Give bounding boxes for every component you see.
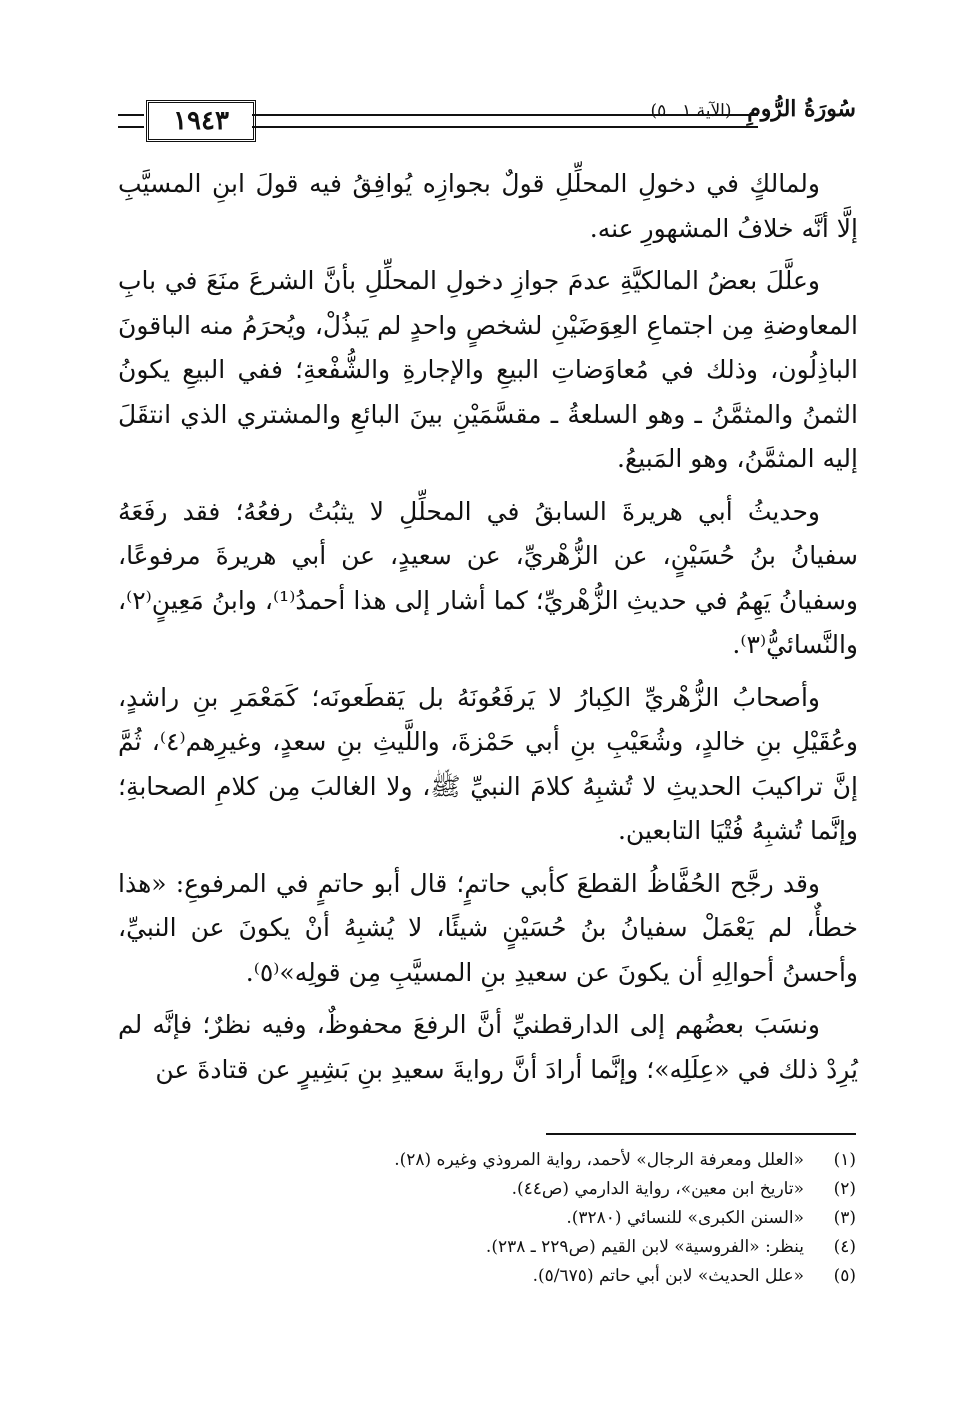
footnote — [116, 1204, 856, 1233]
footnote-text: «علل الحديث» لابن أبي حاتم (٥/٦٧٥). — [532, 1266, 804, 1286]
ayah-range: (الآية ١ ـ ٥) — [650, 101, 732, 121]
footnote-text: «السنن الكبرى» للنسائي (٣٢٨٠). — [566, 1208, 804, 1228]
surah-name: سُورَةُ الرُّومِ — [747, 96, 856, 122]
running-title — [650, 96, 856, 122]
paragraph: ونسَبَ بعضُهم إلى الدارقطنيِّ أنَّ الرفعَ محفوظٌ، وفيه نظرٌ؛ فإنَّه لم يُرِدْ ذلك في «عِلَلِه»؛ وإنَّما أرادَ أنَّ روايةَ سعيدِ بنِ بَشِيرٍ عن قتادةَ عن — [118, 1010, 858, 1084]
footnote-text: «العلل ومعرفة الرجال» لأحمد، رواية المروذي وغيره (٢٨). — [394, 1150, 804, 1170]
page-header — [118, 96, 856, 142]
footnote-number: (٢) — [833, 1179, 856, 1199]
paragraph: وحديثُ أبي هريرةَ السابقُ في المحلِّلِ لا يثبُتُ رفعُهُ؛ فقد رفَعَهُ سفيانُ بنُ حُسَيْنٍ، عن الزُّهْريِّ، عن سعيدٍ، عن أبي هريرةَ مرفوعًا، وسفيانُ يَهِمُ في حديثِ الزُّهْريِّ؛ كما أشار إلى هذا أحمدُ⁽¹⁾، وابنُ مَعِينٍ⁽٢⁾، والنَّسائيُّ⁽٣⁾. — [118, 496, 859, 659]
footnote-text: «تاريخ ابن معين»، رواية الدارمي (ص٤٤). — [511, 1179, 804, 1199]
footnote-number: (١) — [833, 1150, 856, 1170]
footnote-number: (٤) — [833, 1237, 856, 1257]
footnote — [116, 1175, 856, 1204]
header-rule-left — [118, 114, 144, 128]
main-text — [118, 162, 858, 1100]
footnotes — [116, 1146, 856, 1291]
footnote — [116, 1146, 856, 1175]
footnote — [116, 1262, 856, 1291]
paragraph: ولمالكٍ في دخولِ المحلِّلِ قولٌ بجوازِه يُوافِقُ فيه قولَ ابنِ المسيَّبِ إلَّا أنَّه خلافُ المشهورِ عنه. — [118, 169, 858, 243]
footnote-separator — [546, 1133, 856, 1135]
paragraph: وقد رجَّح الحُفَّاظُ القطعَ كأبي حاتمٍ؛ قال أبو حاتمٍ في المرفوعِ: «هذا خطأٌ، لم يَعْمَلْ سفيانُ بنُ حُسَيْنٍ شيئًا، لا يُشبِهُ أنْ يكونَ عن النبيِّ، وأحسنُ أحوالِهِ أن يكونَ عن سعيدِ بنِ المسيَّبِ مِن قولِه»⁽٥⁾. — [118, 868, 858, 987]
footnote-number: (٣) — [833, 1208, 856, 1228]
footnote — [116, 1233, 856, 1262]
page-number: ١٩٤٣ — [146, 100, 256, 142]
paragraph: وأصحابُ الزُّهْريِّ الكِبارُ لا يَرفَعُونَهُ بل يَقطَعونَه؛ كَمَعْمَرِ بنِ راشدٍ، وعُقَيْلِ بنِ خالدٍ، وشُعَيْبِ بنِ أبي حَمْزةَ، واللَّيثِ بنِ سعدٍ، وغيرِهم⁽٤⁾، ثُمَّ إنَّ تراكيبَ الحديثِ لا تُشبِهُ كلامَ النبيِّ ﷺ، ولا الغالبَ مِن كلامِ الصحابةِ؛ وإنَّما تُشبِهُ فُتْيَا التابعين. — [118, 682, 858, 845]
footnote-number: (٥) — [833, 1266, 856, 1286]
paragraph: وعلَّلَ بعضُ المالكيَّةِ عدمَ جوازِ دخولِ المحلِّلِ بأنَّ الشرعَ منَعَ في بابِ المعاوضةِ مِن اجتماعِ العِوَضَيْنِ لشخصٍ واحدٍ لم يَبذُلْ، ويُحرَمُ منه الباقونَ الباذِلُون، وذلك في مُعاوَضاتِ البيعِ والإجارةِ والشُّفْعةِ؛ ففي البيعِ يكونُ الثمنُ والمثمَّنُ ـ وهو السلعةُ ـ مقسَّمَيْنِ بينَ البائعِ والمشتري الذي انتقَلَ إليه المثمَّنُ، وهو المَبيعُ. — [118, 266, 858, 473]
footnote-text: ينظر: «الفروسية» لابن القيم (ص٢٢٩ ـ ٢٣٨). — [485, 1237, 804, 1257]
